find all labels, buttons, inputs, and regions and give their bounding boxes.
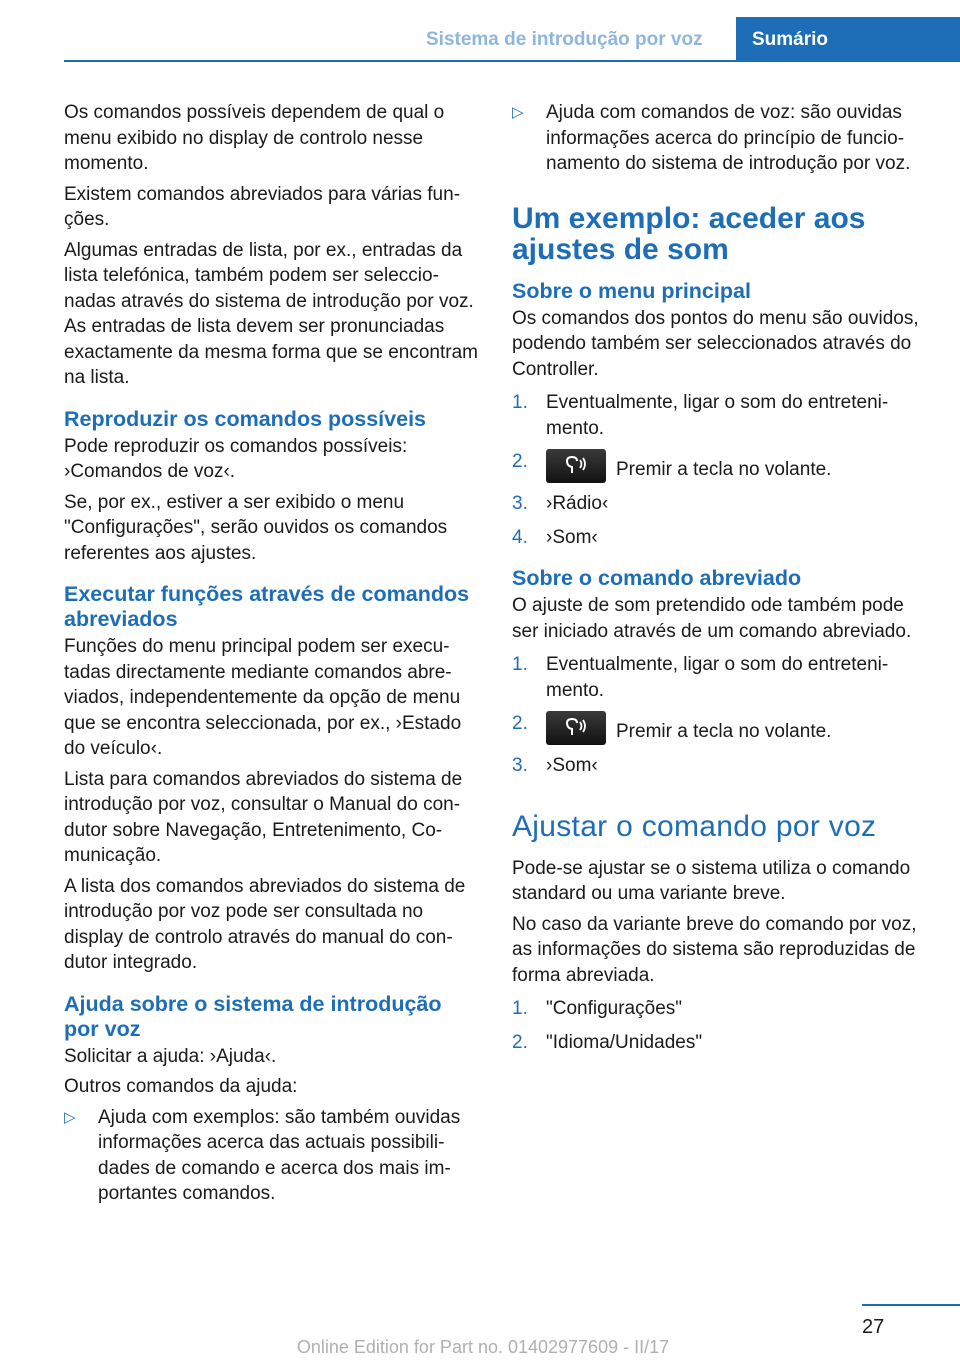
page-number: 27 [862, 1316, 885, 1338]
paragraph: Outros comandos da ajuda: [64, 1076, 298, 1097]
bullet-list [64, 1105, 480, 1207]
header-rule [64, 60, 736, 62]
heading-reproduzir: Reproduzir os comandos possíveis [64, 406, 427, 431]
heading-exemplo: Um exemplo: aceder aos ajustes de som [512, 201, 866, 266]
paragraph: Se, por ex., estiver a ser exibido o menu "Configurações", serão ouvidos os comandos referentes aos ajustes. [64, 491, 448, 564]
paragraph: Lista para comandos abreviados do sistema de introdução por voz, consultar o Manual do condutor sobre Navegação, Entretenimento, Comunicação. [64, 768, 463, 866]
page-number-rule [862, 1304, 960, 1306]
step-number: 2. [512, 451, 528, 472]
step-text: Premir a tecla no volante. [616, 459, 832, 480]
list-item [64, 1105, 480, 1207]
step-text: Eventualmente, ligar o som do entretenimento. [546, 392, 889, 439]
step-number: 3. [512, 493, 528, 514]
voice-button-icon [546, 449, 606, 483]
list-item [512, 1030, 928, 1056]
list-item [512, 449, 928, 483]
paragraph: Algumas entradas de lista, por ex., entradas da lista telefónica, também podem ser seleccionadas através do sistema de introdução por voz. As entradas de lista devem ser pronunciadas exactamente da mesma forma que se encontram na lista. [64, 239, 478, 388]
list-item-text: Ajuda com comandos de voz: são ouvidas informações acerca do princípio de funcionamento do sistema de introdução por voz. [546, 102, 911, 174]
paragraph: A lista dos comandos abreviados do sistema de introdução por voz pode ser consultada no display de controlo através do manual do condutor integrado. [64, 875, 466, 973]
paragraph: Existem comandos abreviados para várias funções. [64, 183, 461, 230]
step-text: ›Som‹ [546, 526, 598, 548]
step-text: ›Rádio‹ [546, 493, 609, 514]
header-tab-summary[interactable]: Sumário [736, 17, 960, 62]
heading-ajustar: Ajustar o comando por voz [512, 809, 877, 843]
step-text: "Configurações" [546, 998, 683, 1019]
step-number: 2. [512, 713, 528, 734]
step-number: 2. [512, 1031, 528, 1053]
paragraph: Solicitar a ajuda: ›Ajuda‹. [64, 1045, 277, 1067]
list-item [512, 753, 928, 779]
list-item [512, 996, 928, 1022]
step-text: ›Som‹ [546, 755, 598, 776]
paragraph: Funções do menu principal podem ser executadas directamente mediante comandos abreviados, independentemente da opção de menu que se encontra seleccionada, por ex., ›Estado do veículo‹. [64, 636, 462, 759]
list-item [512, 652, 928, 703]
voice-button-icon [546, 711, 606, 745]
heading-executar: Executar funções através de comandos abreviados [64, 582, 470, 631]
triangle-marker-icon: ▷ [512, 104, 524, 121]
paragraph: Pode-se ajustar se o sistema utiliza o comando standard ou uma variante breve. [512, 857, 911, 904]
paragraph: Os comandos possíveis dependem de qual o menu exibido no display de controlo nesse momento. [64, 102, 445, 174]
triangle-marker-icon: ▷ [64, 1108, 76, 1126]
heading-comando-abreviado: Sobre o comando abreviado [512, 566, 802, 590]
step-number: 4. [512, 526, 528, 548]
header-section-title: Sistema de introdução por voz [426, 29, 703, 50]
heading-ajuda: Ajuda sobre o sistema de introdução por voz [64, 991, 442, 1041]
step-number: 1. [512, 998, 528, 1019]
step-text: Premir a tecla no volante. [616, 721, 832, 742]
paragraph: No caso da variante breve do comando por voz, as informações do sistema são reproduzidas de forma abreviada. [512, 913, 917, 986]
step-number: 1. [512, 392, 528, 413]
step-text: Eventualmente, ligar o som do entretenimento. [546, 654, 889, 701]
right-column [512, 100, 928, 1063]
steps-list-1 [512, 390, 928, 550]
paragraph: O ajuste de som pretendido ode também pode ser iniciado através de um comando abreviado. [512, 595, 912, 642]
paragraph: Os comandos dos pontos do menu são ouvidos, podendo também ser seleccionados através do Controller. [512, 307, 919, 380]
footer-edition: Online Edition for Part no. 01402977609 - II/17 [296, 1337, 670, 1357]
step-number: 3. [512, 755, 528, 776]
steps-list-2 [512, 652, 928, 779]
paragraph: Pode reproduzir os comandos possíveis: ›Comandos de voz‹. [64, 435, 408, 482]
step-text: "Idioma/Unidades" [546, 1031, 703, 1053]
list-item [512, 100, 928, 177]
heading-menu-principal: Sobre o menu principal [512, 278, 751, 303]
steps-list-3 [512, 996, 928, 1055]
list-item-text: Ajuda com exemplos: são também ouvidas informações acerca das actuais possibilidades de comando e acerca dos mais importantes comandos. [98, 1106, 461, 1204]
bullet-list [512, 100, 928, 177]
list-item [512, 711, 928, 745]
list-item [512, 390, 928, 441]
list-item [512, 525, 928, 551]
step-number: 1. [512, 654, 528, 675]
list-item [512, 491, 928, 517]
left-column [64, 100, 480, 1212]
